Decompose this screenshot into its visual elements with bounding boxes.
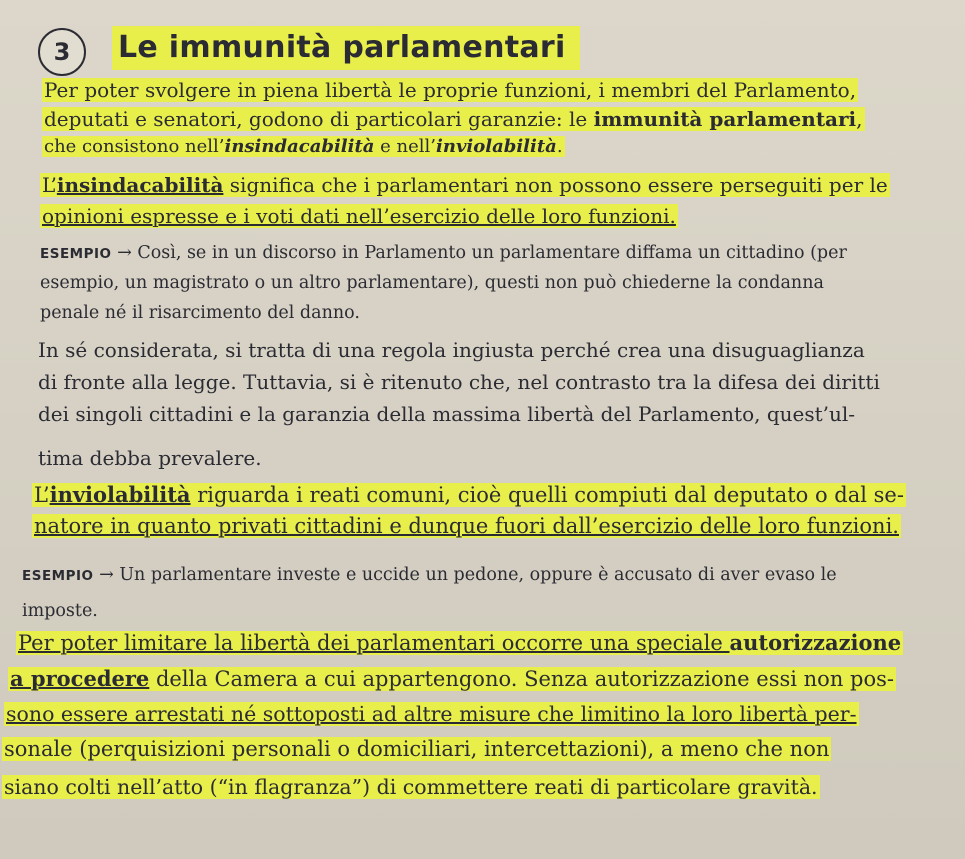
inviolabilita-line-1: L’inviolabilità riguarda i reati comuni, cioè quelli compiuti dal deputato o dal se- — [34, 482, 904, 507]
example-2-line-1: ESEMPIO → Un parlamentare investe e uccide un pedone, oppure è accusato di aver evaso le — [22, 565, 837, 585]
example-1-line-3: penale né il risarcimento del danno. — [40, 303, 360, 323]
section-title: Le immunità parlamentari — [112, 26, 580, 70]
consideration-line-4: tima debba prevalere. — [38, 446, 262, 470]
authorization-line-3: sono essere arrestati né sottoposti ad altre misure che limitino la loro libertà per- — [6, 702, 857, 726]
arrow-icon: → — [117, 243, 132, 263]
authorization-line-5: siano colti nell’atto (“in flagranza”) di commettere reati di particolare gravità. — [4, 775, 818, 799]
example-2-line-2: imposte. — [22, 601, 98, 621]
example-1-line-1: ESEMPIO → Così, se in un discorso in Parlamento un parlamentare diffama un cittadino (per — [40, 243, 847, 263]
term-autorizzazione: autorizzazione — [729, 630, 902, 655]
term-a-procedere: a procedere — [10, 666, 150, 691]
term-inviolabilita: inviolabilità — [436, 136, 557, 157]
term-immunita-parlamentari: immunità parlamentari — [593, 107, 857, 131]
intro-line-1: Per poter svolgere in piena libertà le proprie funzioni, i membri del Parlamento, — [44, 78, 857, 102]
example-label: ESEMPIO — [40, 246, 112, 262]
insindacabilita-line-2: opinioni espresse e i voti dati nell’esercizio delle loro funzioni. — [42, 204, 676, 228]
intro-line-2: deputati e senatori, godono di particolari garanzie: le immunità parlamentari, — [44, 107, 863, 131]
insindacabilita-line-1: L’insindacabilità significa che i parlamentari non possono essere perseguiti per le — [42, 173, 888, 197]
intro-line-3: che consistono nell’insindacabilità e nell’inviolabilità. — [44, 136, 563, 157]
authorization-line-2: a procedere della Camera a cui appartengono. Senza autorizzazione essi non pos- — [10, 666, 894, 691]
example-1-line-2: esempio, un magistrato o un altro parlamentare), questi non può chiederne la condanna — [40, 273, 824, 293]
authorization-line-4: sonale (perquisizioni personali o domiciliari, intercettazioni), a meno che non — [4, 737, 830, 761]
section-number-badge — [38, 28, 86, 76]
example-label: ESEMPIO — [22, 568, 94, 584]
consideration-line-1: In sé considerata, si tratta di una regola ingiusta perché crea una disuguaglianza — [38, 338, 865, 362]
arrow-icon: → — [99, 565, 114, 585]
term-insindacabilita: insindacabilità — [224, 136, 375, 157]
authorization-line-1: Per poter limitare la libertà dei parlamentari occorre una speciale autorizzazione — [18, 630, 902, 655]
consideration-line-3: dei singoli cittadini e la garanzia della massima libertà del Parlamento, quest’ul- — [38, 402, 856, 426]
inviolabilita-line-2: natore in quanto privati cittadini e dunque fuori dall’esercizio delle loro funzioni. — [34, 514, 899, 538]
consideration-line-2: di fronte alla legge. Tuttavia, si è ritenuto che, nel contrasto tra la difesa dei diritti — [38, 370, 880, 394]
section-number: 3 — [53, 38, 71, 66]
